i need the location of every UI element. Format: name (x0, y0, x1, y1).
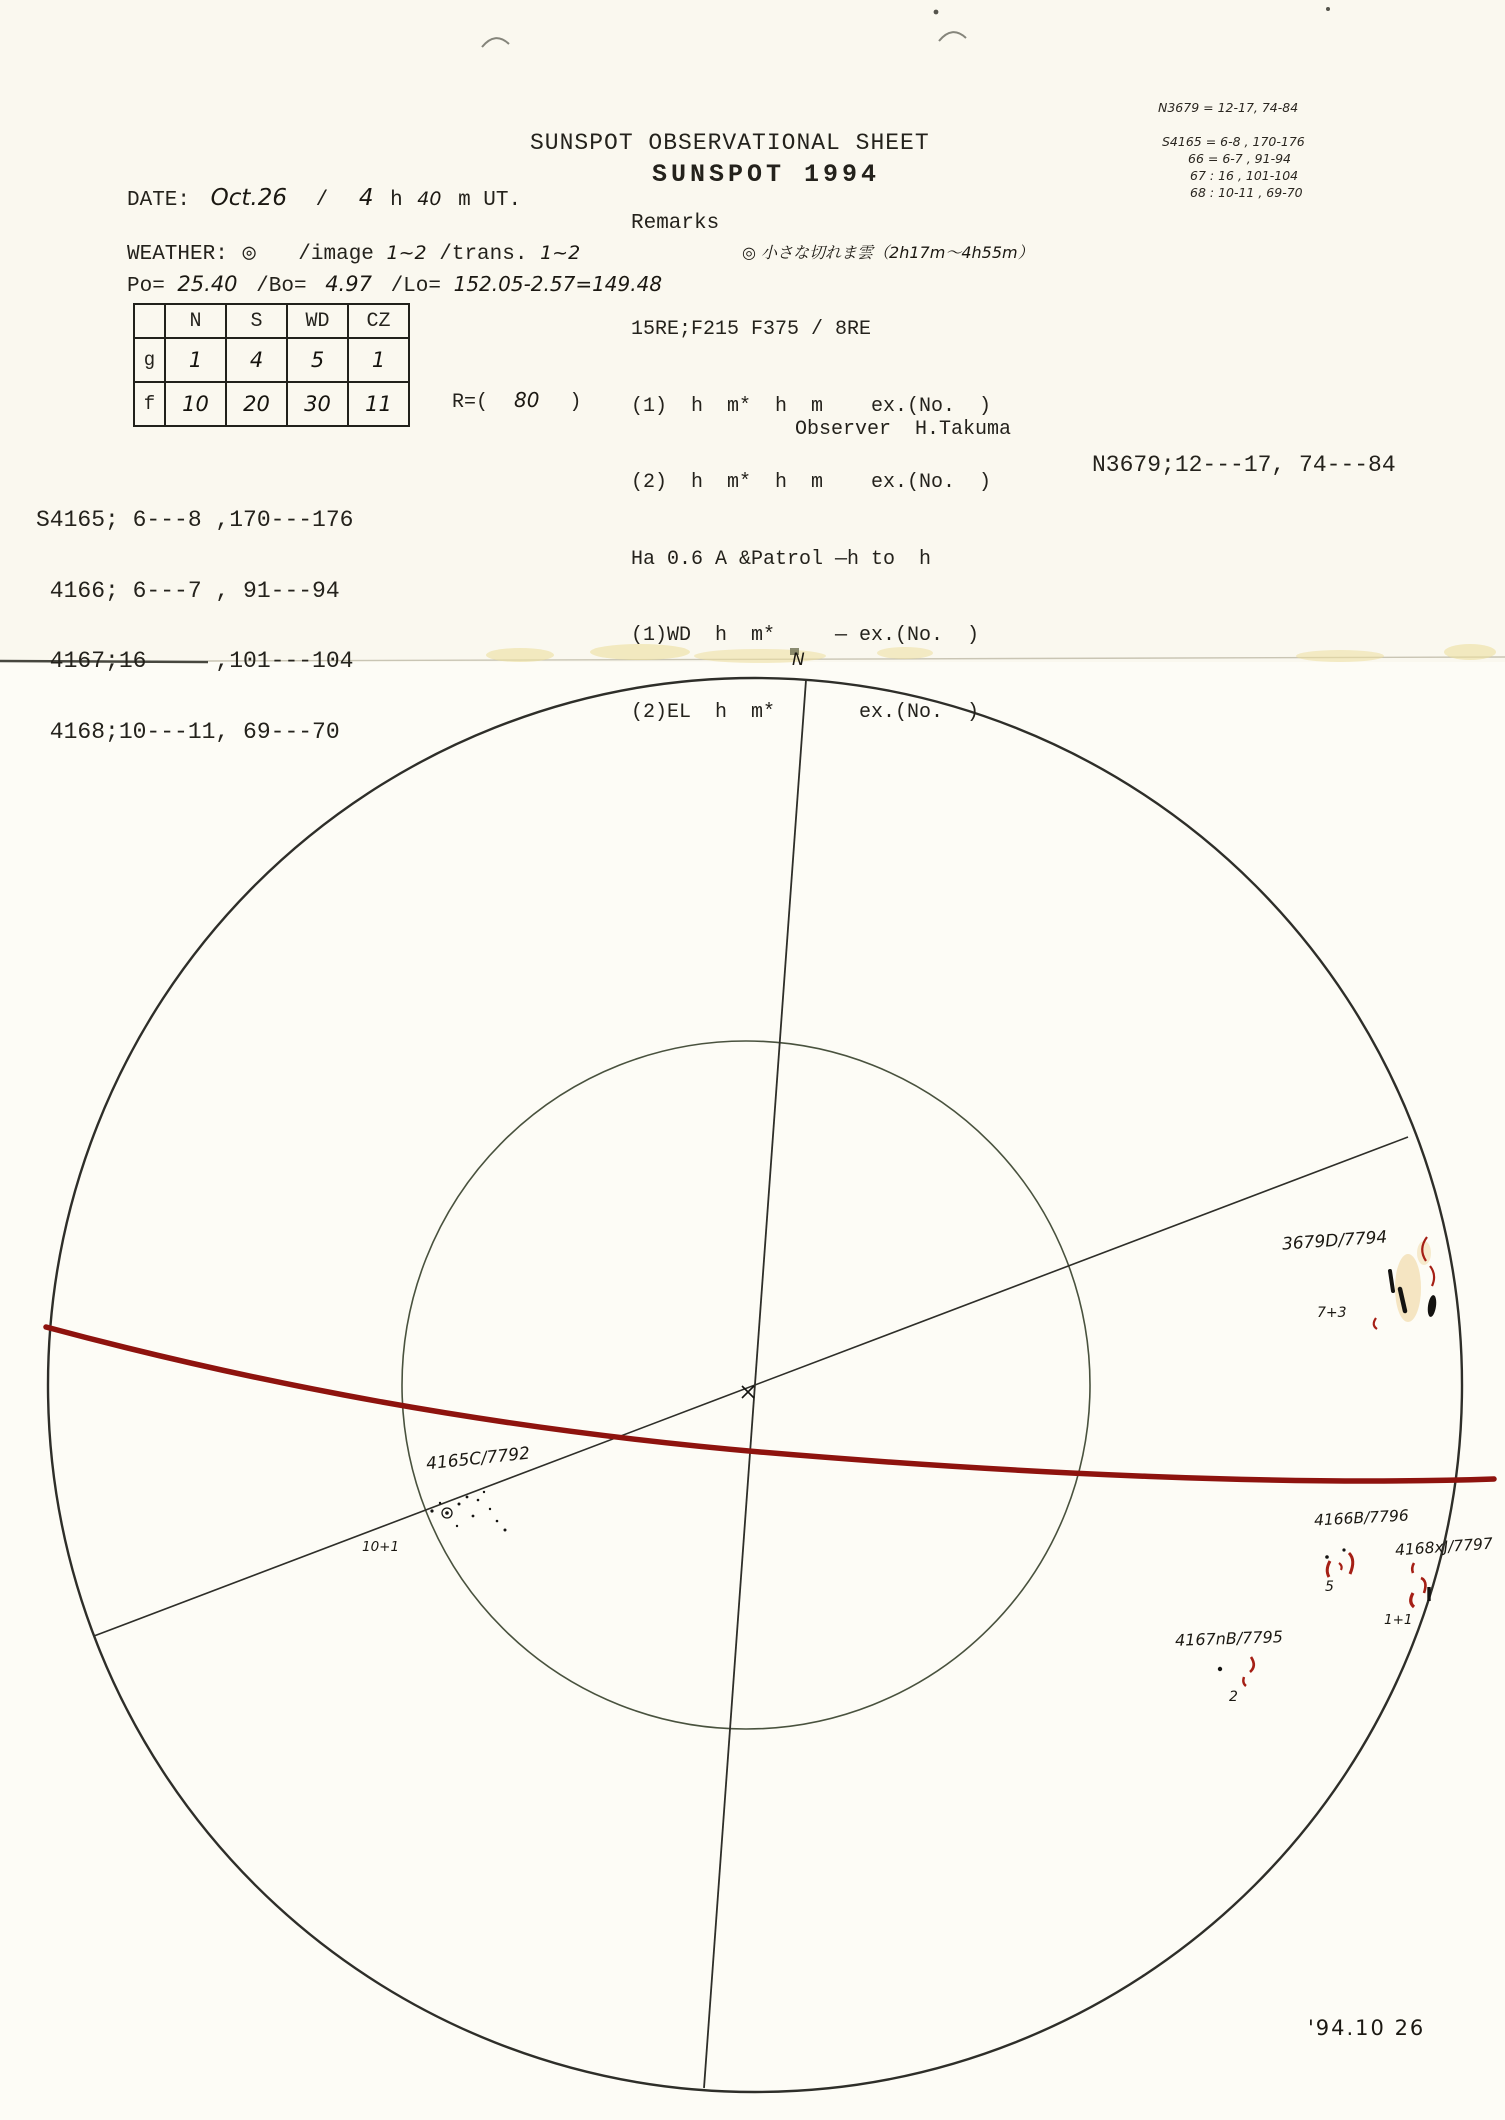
f-s-value: 20 (226, 382, 287, 426)
time-minute: 40 (417, 188, 442, 210)
date-value: Oct.26 (210, 185, 287, 211)
group-label-4168: 4168xJ/7797 (1394, 1534, 1494, 1560)
weather-trans-range: 1~2 (540, 242, 581, 264)
bo-value: 4.97 (325, 272, 372, 296)
chart-paper (0, 662, 1505, 2120)
lo-label: /Lo= (390, 275, 441, 298)
group-count-4166: 5 (1325, 1579, 1334, 1595)
g-cz-value: 1 (348, 338, 409, 382)
f-wd-value: 30 (287, 382, 348, 426)
group-label-4166: 4166B/7796 (1313, 1506, 1410, 1530)
ephemeris-line (127, 272, 662, 298)
pin-dot (1326, 7, 1330, 11)
north-group-listing: N3679;12---17, 74---84 (1092, 452, 1396, 478)
header-cz: CZ (348, 304, 409, 338)
weather-image-label: /image (298, 243, 374, 266)
relative-number-field (452, 388, 582, 414)
header-blank (134, 304, 165, 338)
po-label: Po= (127, 275, 165, 298)
pin-dot (934, 10, 939, 15)
note-line: N3679 = 12-17, 74-84 (1158, 100, 1299, 115)
minute-unit: m UT. (458, 189, 522, 212)
remarks-line: (1) h m* h m ex.(No. ) (631, 394, 992, 418)
r-value: 80 (514, 388, 540, 412)
remarks-handwritten-note: ◎ 小さな切れま雲（2h17m～4h55m） (742, 243, 1034, 262)
counts-header-row (134, 304, 409, 338)
counts-row-g (134, 338, 409, 382)
handwritten-group-notes (1150, 100, 1430, 200)
date-separator: / (315, 189, 329, 212)
header-wd: WD (287, 304, 348, 338)
note-line: 67 : 16 , 101-104 (1190, 168, 1299, 183)
remarks-line: (1)WD h m* — ex.(No. ) (631, 624, 980, 647)
remarks-line: 15RE;F215 F375 / 8RE (631, 318, 872, 341)
weather-clear-symbol: ◎ (242, 241, 256, 266)
stain (486, 648, 554, 662)
bo-label: /Bo= (256, 275, 307, 298)
remarks-lines (631, 266, 991, 776)
lo-value: 152.05-2.57=149.48 (453, 272, 663, 296)
group-label-3679: 3679D/7794 (1281, 1227, 1388, 1255)
remarks-label: Remarks (631, 212, 720, 235)
group-count-4167: 2 (1229, 1689, 1238, 1705)
stain (1444, 644, 1496, 660)
south-group-listing (36, 462, 353, 791)
group-count-3679: 7+3 (1317, 1305, 1347, 1321)
row-label-g: g (134, 338, 165, 382)
po-value: 25.40 (177, 272, 238, 296)
r-suffix: ) (569, 391, 582, 414)
chart-date-stamp: '94.10 26 (1308, 2016, 1426, 2040)
group-label-4165: 4165C/7792 (425, 1443, 531, 1475)
g-n-value: 1 (165, 338, 226, 382)
row-label-f: f (134, 382, 165, 426)
weather-trans-label: /trans. (439, 243, 528, 266)
weather-line (127, 240, 580, 266)
stain (1296, 650, 1384, 662)
f-cz-value: 11 (348, 382, 409, 426)
sheet-subtitle: SUNSPOT 1994 (652, 160, 881, 189)
weather-label: WEATHER: (127, 243, 228, 266)
g-s-value: 4 (226, 338, 287, 382)
note-line: 68 : 10-11 , 69-70 (1190, 185, 1303, 200)
group-count-4168: 1+1 (1384, 1612, 1413, 1628)
weather-image-range: 1~2 (386, 242, 427, 264)
group-label-4167: 4167nB/7795 (1174, 1627, 1284, 1650)
listing-line: 4167;16 ,101---104 (36, 648, 354, 674)
sheet-title: SUNSPOT OBSERVATIONAL SHEET (530, 130, 930, 156)
note-line: 66 = 6-7 , 91-94 (1188, 151, 1291, 166)
disk-north-label: N (792, 650, 805, 670)
remarks-line: Ha 0.6 A &Patrol —h to h (631, 547, 932, 571)
time-hour: 4 (358, 185, 374, 211)
header-n: N (165, 304, 226, 338)
group-count-4165: 10+1 (362, 1539, 400, 1555)
hour-unit: h (390, 189, 403, 212)
date-label: DATE: (127, 189, 191, 212)
listing-line: 4168;10---11, 69---70 (36, 718, 340, 745)
g-wd-value: 5 (287, 338, 348, 382)
observer-line: Observer H.Takuma (795, 418, 1012, 441)
header-s: S (226, 304, 287, 338)
staple-mark-right (939, 32, 966, 41)
sunspot-counts-table (133, 303, 410, 427)
f-n-value: 10 (165, 382, 226, 426)
date-line (127, 185, 521, 212)
r-prefix: R=( (452, 391, 489, 414)
counts-row-f (134, 382, 409, 426)
listing-line: S4165; 6---8 ,170---176 (36, 507, 354, 533)
listing-line: 4166; 6---7 , 91---94 (36, 577, 340, 604)
staple-mark-left (482, 38, 509, 47)
remarks-line: (2) h m* h m ex.(No. ) (631, 471, 992, 494)
remarks-line: (2)EL h m* ex.(No. ) (631, 700, 980, 724)
note-line: S4165 = 6-8 , 170-176 (1162, 134, 1305, 149)
